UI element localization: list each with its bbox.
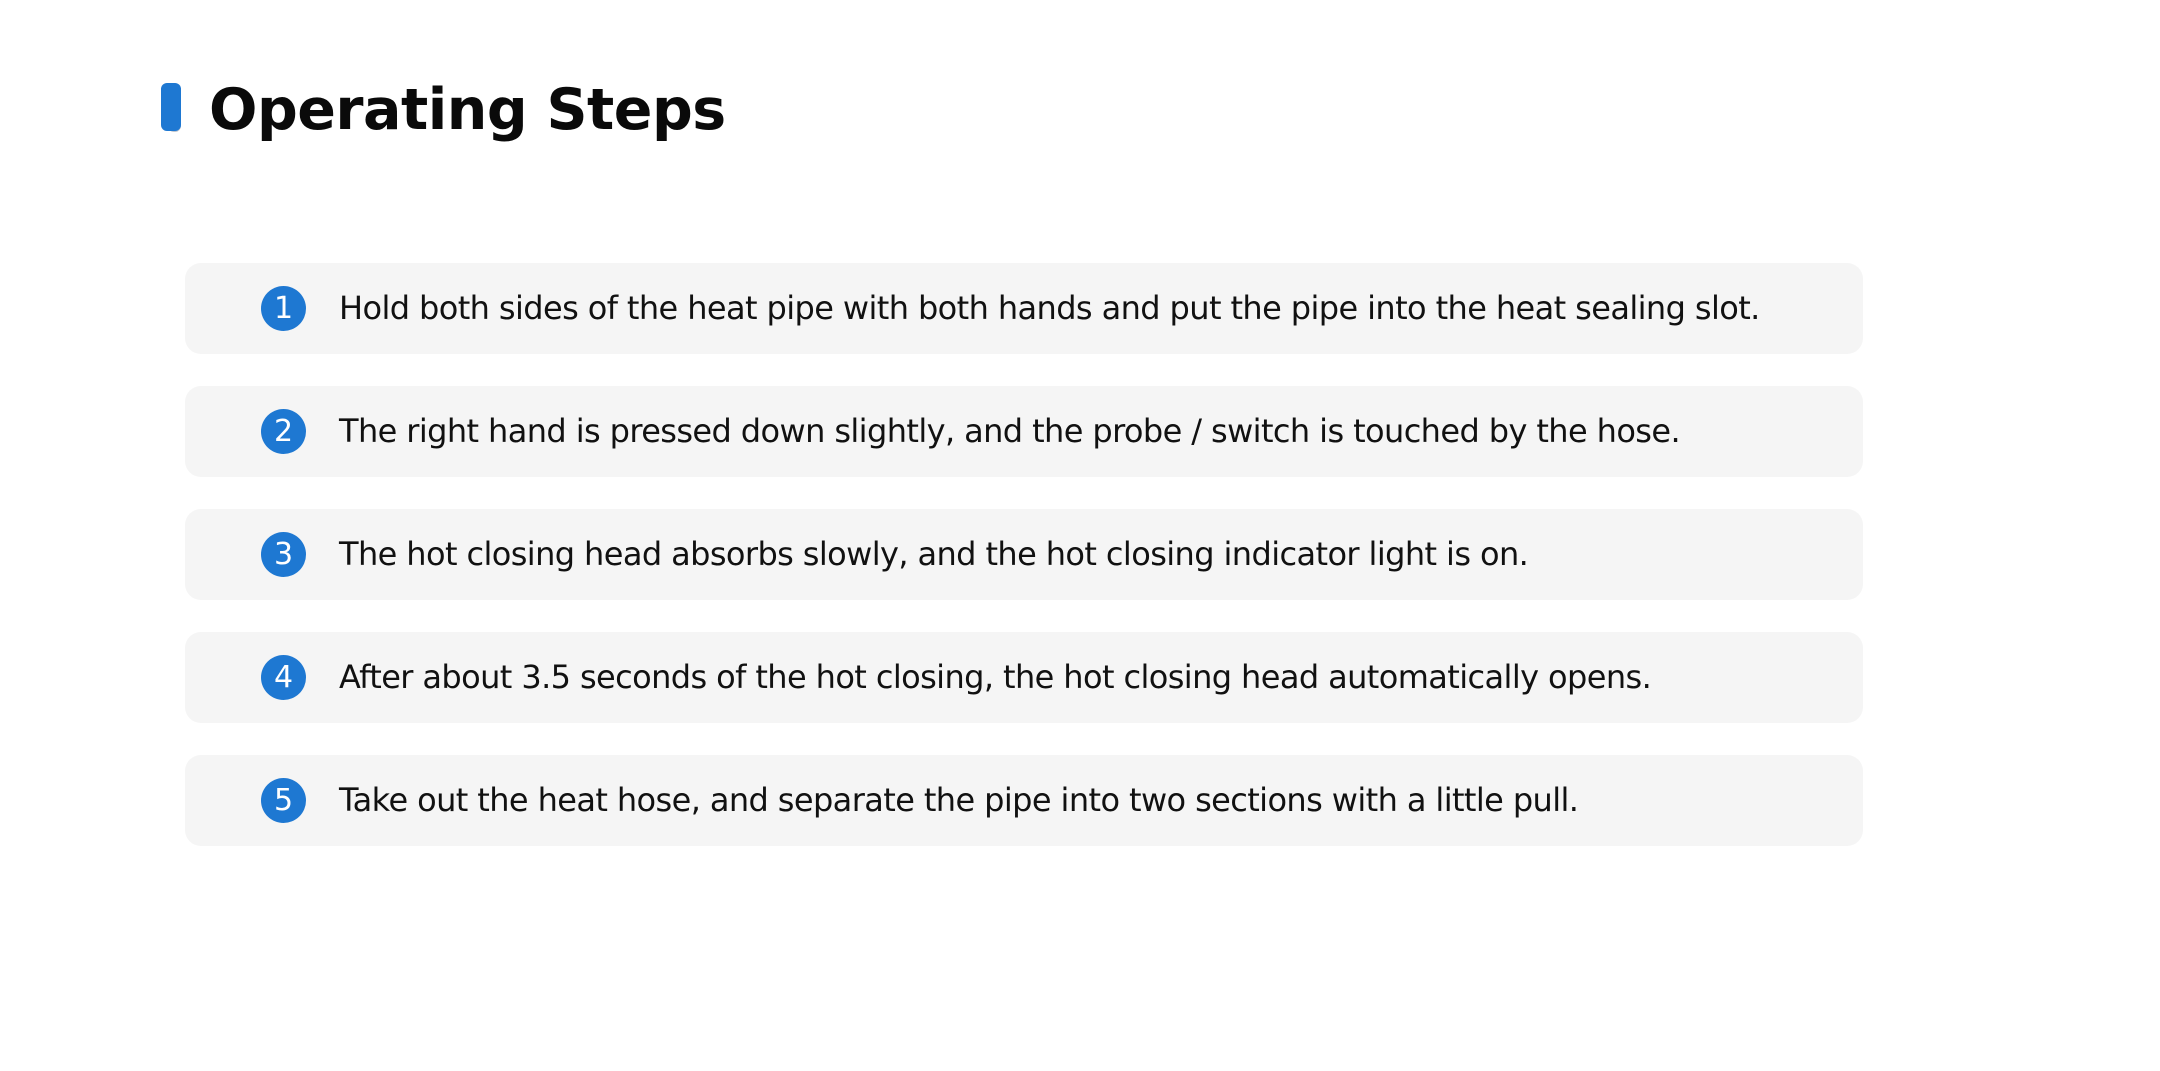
step-text: Hold both sides of the heat pipe with both hands and put the pipe into the heat sealing slot. [339, 289, 1760, 327]
page-title: Operating Steps [209, 77, 726, 143]
title-accent-bar-fill [161, 83, 181, 131]
step-card-4 [185, 632, 1863, 723]
step-text: The hot closing head absorbs slowly, and the hot closing indicator light is on. [339, 535, 1529, 573]
step-number-badge: 3 [261, 532, 306, 577]
step-number-badge: 2 [261, 409, 306, 454]
step-card-5 [185, 755, 1863, 846]
step-card-2 [185, 386, 1863, 477]
step-card-3 [185, 509, 1863, 600]
step-number-badge: 4 [261, 655, 306, 700]
step-number-badge: 1 [261, 286, 306, 331]
title-accent-bar [161, 83, 185, 133]
step-text: The right hand is pressed down slightly, and the probe / switch is touched by the hose. [339, 412, 1681, 450]
step-card-1 [185, 263, 1863, 354]
steps-list [185, 263, 1863, 878]
step-number-badge: 5 [261, 778, 306, 823]
step-text: After about 3.5 seconds of the hot closing, the hot closing head automatically opens. [339, 658, 1652, 696]
step-text: Take out the heat hose, and separate the pipe into two sections with a little pull. [339, 781, 1579, 819]
